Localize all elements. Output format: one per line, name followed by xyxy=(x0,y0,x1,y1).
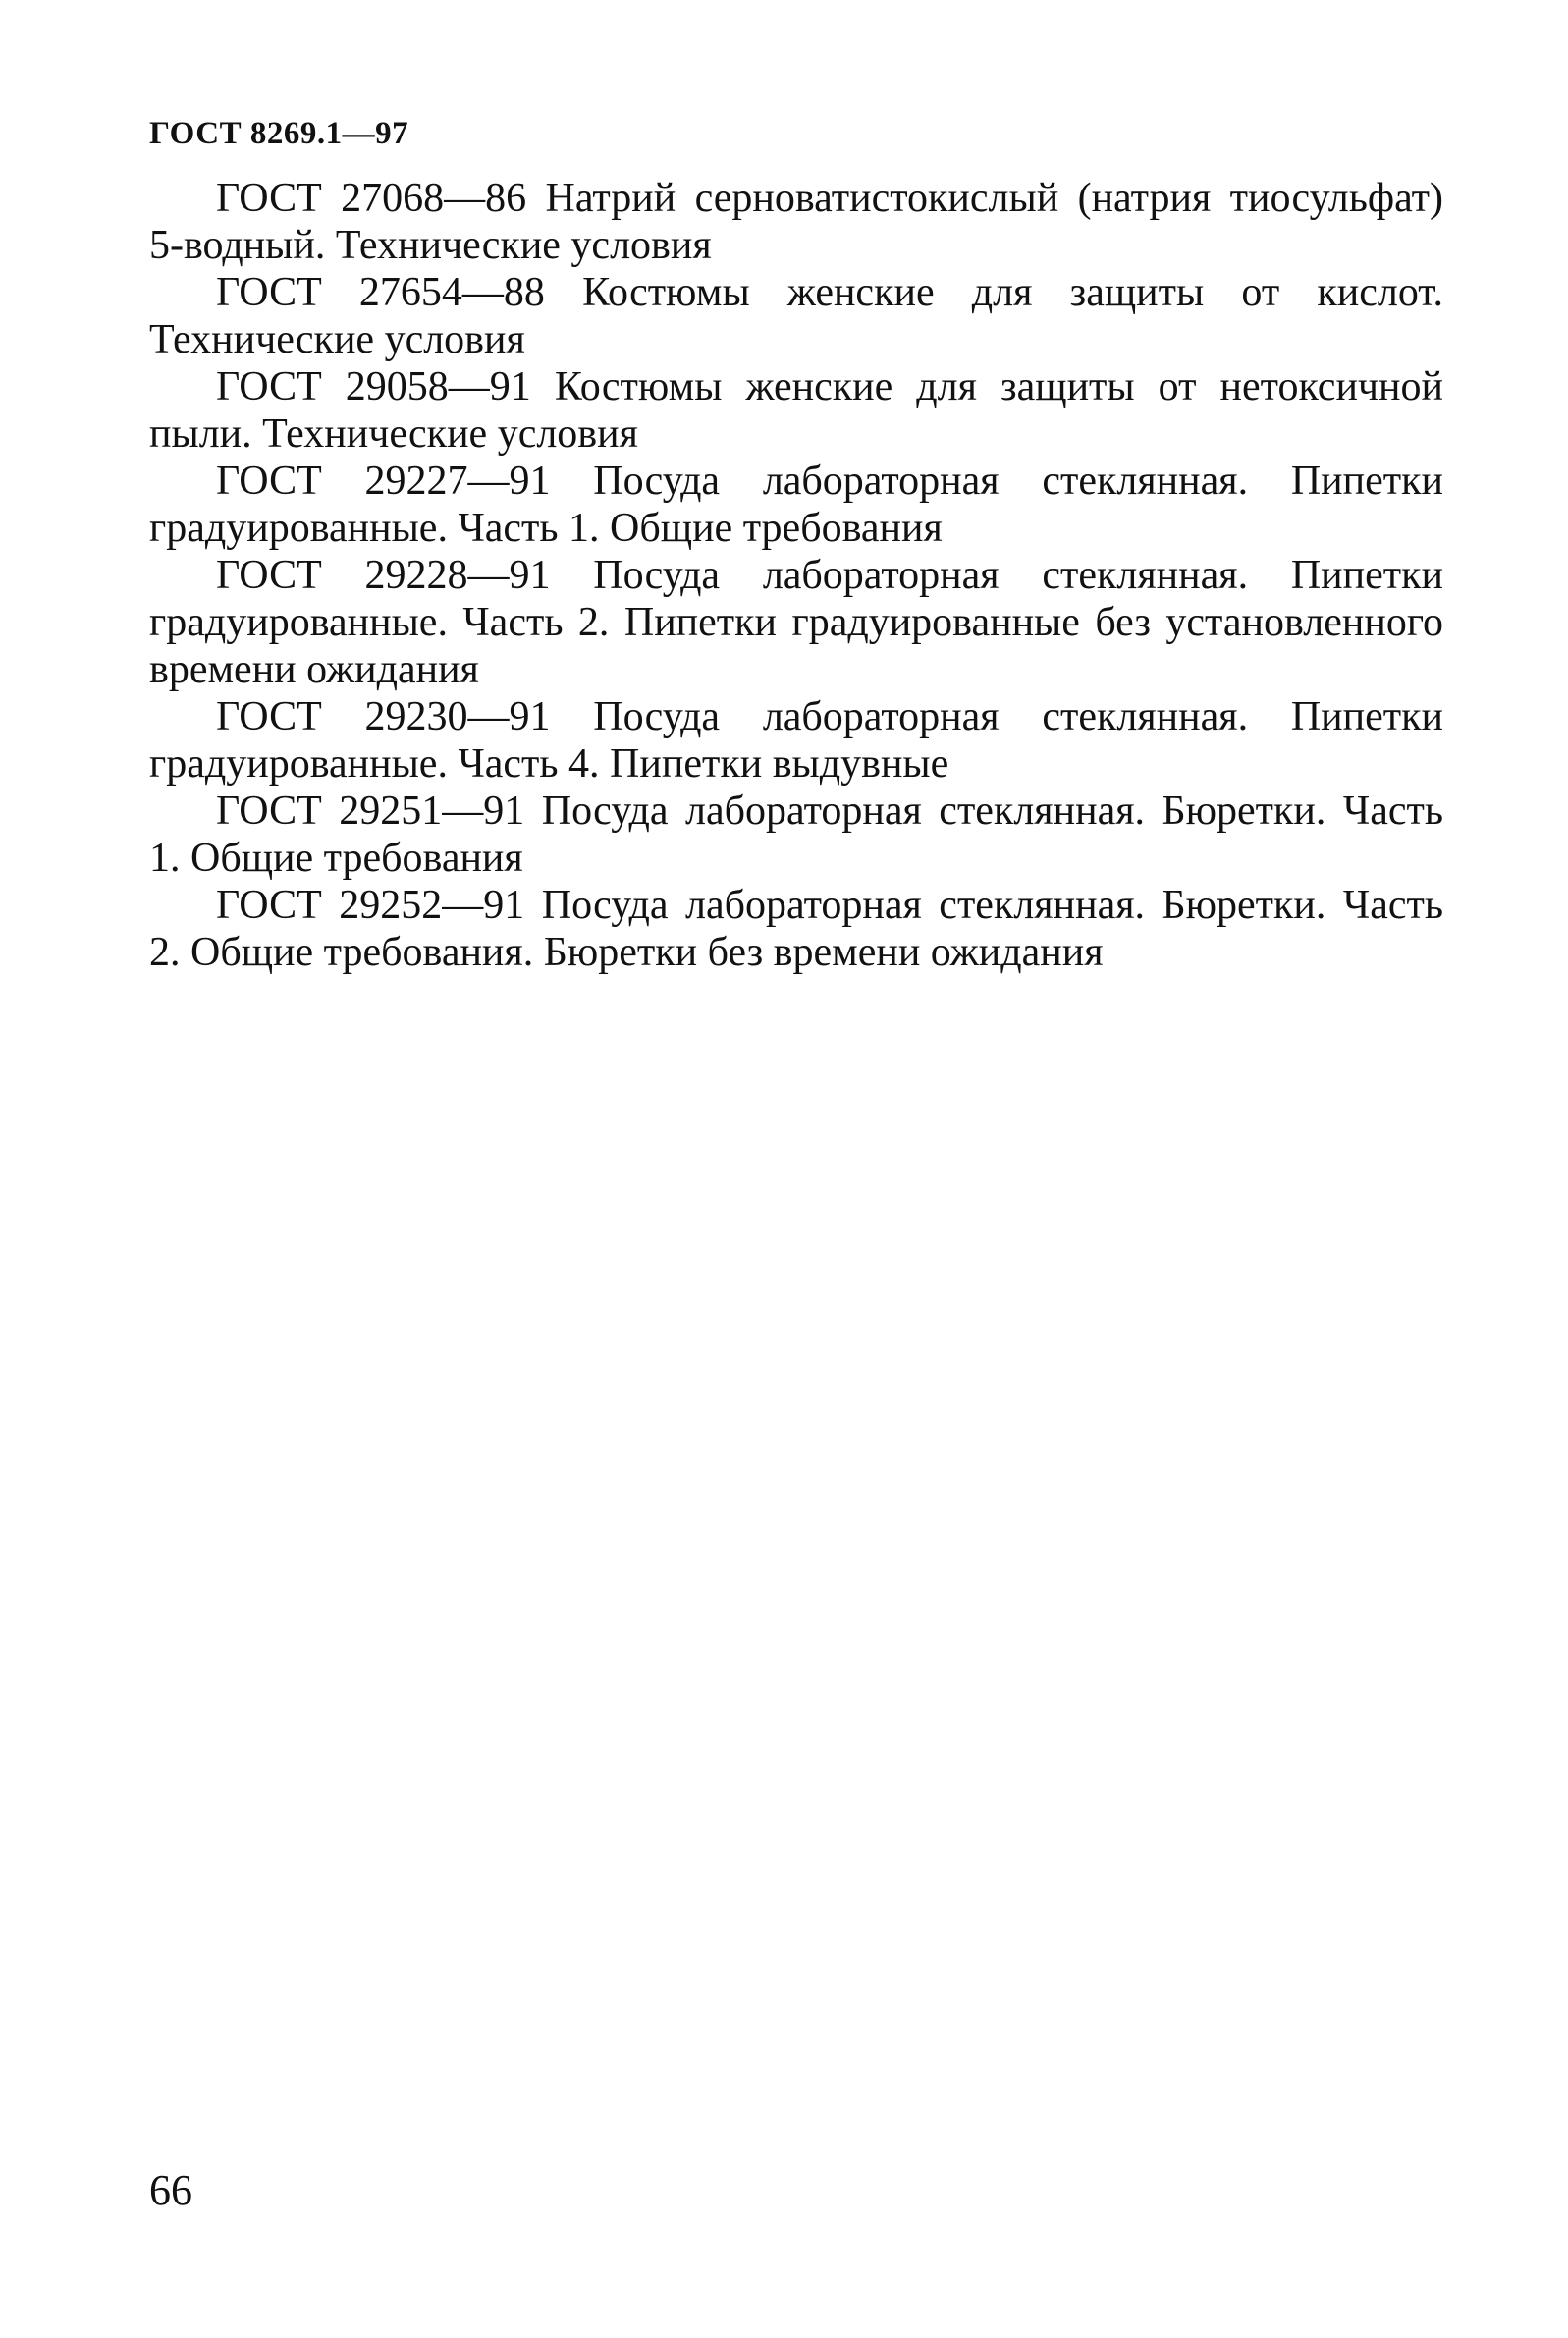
reference-item: ГОСТ 27068—86 Натрий серноватистокислый (натрия тиосульфат) 5-водный. Технические условия xyxy=(149,176,1443,268)
reference-item: ГОСТ 29252—91 Посуда лабораторная стеклянная. Бюретки. Часть 2. Общие требования. Бюретки без времени ожидания xyxy=(149,883,1443,975)
reference-item: ГОСТ 27654—88 Костюмы женские для защиты от кислот. Технические условия xyxy=(149,270,1443,362)
reference-item: ГОСТ 29251—91 Посуда лабораторная стеклянная. Бюретки. Часть 1. Общие требования xyxy=(149,788,1443,881)
reference-item: ГОСТ 29230—91 Посуда лабораторная стеклянная. Пипетки градуированные. Часть 4. Пипетки выдувные xyxy=(149,694,1443,787)
reference-item: ГОСТ 29058—91 Костюмы женские для защиты от нетоксичной пыли. Технические условия xyxy=(149,364,1443,457)
running-header: ГОСТ 8269.1—97 xyxy=(149,116,409,151)
page-number: 66 xyxy=(149,2166,192,2214)
reference-list xyxy=(149,175,1443,976)
reference-item: ГОСТ 29227—91 Посуда лабораторная стеклянная. Пипетки градуированные. Часть 1. Общие требования xyxy=(149,459,1443,551)
reference-item: ГОСТ 29228—91 Посуда лабораторная стеклянная. Пипетки градуированные. Часть 2. Пипетки градуированные без установленного времени ожидания xyxy=(149,553,1443,692)
